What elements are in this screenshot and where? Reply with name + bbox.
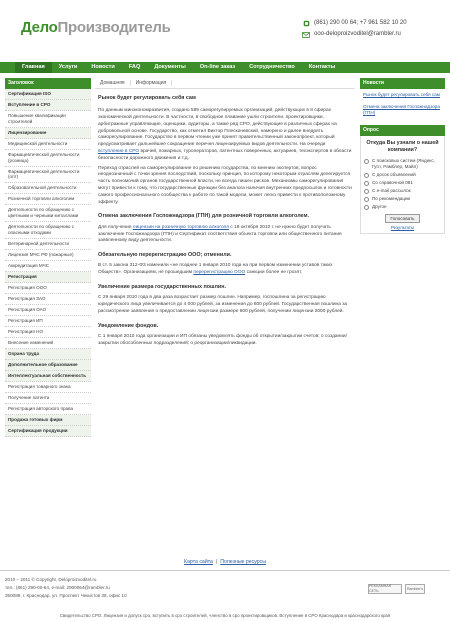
- radio-button[interactable]: [364, 205, 369, 210]
- poll-option-label: С досок объявлений: [372, 171, 416, 177]
- nav-item[interactable]: Документы: [154, 64, 186, 70]
- poll-option[interactable]: [364, 180, 441, 186]
- article-paragraph: С 1 января 2010 года организации и ИП обязаны уведомлять фонды об открытии/закрытии счетов; о создании/закрытии обособленных подразделений; о реорганизации/ликвидации.: [98, 334, 347, 346]
- sidebar-item[interactable]: Аккредитация МЧС: [5, 261, 91, 272]
- phone-number: (861) 290 00 64; +7 961 582 10 20: [314, 20, 407, 27]
- sidebar-heading: Заголовок: [5, 78, 91, 89]
- sitemap-link[interactable]: Карта сайта: [184, 559, 213, 565]
- sidebar-item[interactable]: Деятельности по обращению с опасными отходами: [5, 222, 91, 239]
- breadcrumb-home[interactable]: Домашняя: [95, 80, 131, 87]
- results-link[interactable]: Результаты: [390, 224, 415, 230]
- article: [95, 95, 355, 348]
- nav-item[interactable]: Услуги: [58, 64, 78, 70]
- poll-option-label: С поисковых систем (Яндекс, Гугл, Рамблер, Майл): [372, 157, 435, 169]
- sidebar-item[interactable]: Регистрация товарного знака: [5, 382, 91, 393]
- section-heading: Увеличение размера государственных пошлин.: [98, 284, 226, 291]
- sidebar-item[interactable]: Регистрация ЗАО: [5, 294, 91, 305]
- phone-row: [302, 18, 442, 29]
- alcohol-license-link[interactable]: лицензии на розничную торговлю алкоголя: [132, 224, 229, 230]
- poll: [360, 136, 445, 234]
- sidebar-item[interactable]: Лицензирование: [5, 128, 91, 139]
- section-heading: Уведомление фондов.: [98, 322, 159, 329]
- article-paragraph: Для получения лицензии на розничную торговлю алкоголя с 18 октября 2010 г. не нужно будет получать заключение Госпожнадзора (ГПН) и Сертификат соответствия объекта торговли или общественного питания заявленному виду деятельности.: [98, 224, 342, 244]
- copyright-text: 2010 – 2011 © Copyright, Deloproizvoditel.ru: [5, 577, 97, 582]
- footer-contacts: тел.: (861) 290-00-64, e-mail: 2900064@rambler.ru: [5, 584, 110, 590]
- sidebar-item[interactable]: Получение патента: [5, 393, 91, 404]
- news-heading: Новости: [360, 78, 445, 89]
- article-paragraph: С 29 января 2010 года в два раза возрастает размер пошлин. Например, госпошлина за регистрацию юридического лица увеличивается до 4 000 рублей, за изменения до 800 рублей. Государственная пошлина за рассмотрение заявления о предоставлении лицензии размере 600 рублей, получении лицензии 2000 рублей.: [98, 295, 348, 314]
- sidebar-item[interactable]: Повышение квалификации строителей: [5, 111, 91, 128]
- poll-option-label: По рекомендации: [372, 195, 411, 201]
- section-heading: Обязательную перерегистрацию ООО; отменили.: [98, 252, 232, 259]
- ad-network-badge[interactable]: РЕКЛАМНАЯ СЕТЬ: [368, 584, 402, 594]
- sidebar-item[interactable]: Медицинской деятельности: [5, 139, 91, 150]
- logo-text: ДелоПроизводитель: [21, 18, 171, 36]
- poll-option-label: Другое: [372, 203, 387, 209]
- sidebar-item[interactable]: Образовательной деятельности: [5, 183, 91, 194]
- article-title: Рынок будет регулировать себя сам: [98, 95, 196, 101]
- radio-button[interactable]: [364, 159, 369, 164]
- breadcrumb-info[interactable]: Информация: [131, 80, 173, 87]
- left-sidebar: [5, 78, 91, 437]
- poll-option-label: Со справочной 081: [372, 179, 413, 185]
- footer-address: 350089, г. Краснодар, ул. Проспект Чекистов 38, офис 10: [5, 592, 127, 598]
- ramblers-counter-badge[interactable]: Rambler's: [405, 584, 425, 594]
- sidebar-item[interactable]: Регистрация ООО: [5, 283, 91, 294]
- poll-option-label: С e-mail рассылок: [372, 187, 411, 193]
- radio-button[interactable]: [364, 189, 369, 194]
- vote-button[interactable]: Голосовать: [385, 214, 419, 223]
- poll-option[interactable]: [364, 172, 441, 178]
- sidebar-item[interactable]: Фармацевтической деятельности (розница): [5, 150, 91, 167]
- news-link[interactable]: Отмена заключения Госпожнадзора (ГПН): [363, 103, 440, 116]
- counter-badges: [368, 584, 425, 594]
- email-row: [302, 29, 442, 40]
- poll-option[interactable]: [364, 204, 441, 210]
- email-address[interactable]: ooo-deloproizvoditel@rambler.ru: [314, 31, 401, 38]
- nav-item[interactable]: Главная: [15, 62, 52, 73]
- sidebar-item[interactable]: Фармацевтической деятельности (опт): [5, 167, 91, 184]
- sidebar-item[interactable]: Лицензия МЧС РФ (пожарные): [5, 250, 91, 261]
- separator: |: [215, 559, 218, 565]
- poll-option[interactable]: [364, 196, 441, 202]
- breadcrumb: [95, 78, 355, 89]
- reregistration-link[interactable]: перерегистрацию ООО: [193, 270, 246, 276]
- sidebar-item[interactable]: Регистрация авторского права: [5, 404, 91, 415]
- radio-button[interactable]: [364, 197, 369, 202]
- sidebar-item[interactable]: Продажа готовых фирм: [5, 415, 91, 426]
- sidebar-item[interactable]: Регистрация НО: [5, 327, 91, 338]
- sidebar-item[interactable]: Интеллектуальная собственность: [5, 371, 91, 382]
- sidebar-item[interactable]: Регистрация ИП: [5, 316, 91, 327]
- resources-link[interactable]: Полезные ресурсы: [220, 559, 266, 565]
- footer-info: [5, 576, 127, 599]
- phone-icon: [302, 20, 310, 28]
- nav-item[interactable]: On-line заказ: [199, 64, 236, 70]
- sidebar-item[interactable]: Регистрация: [5, 272, 91, 283]
- right-sidebar: [360, 78, 445, 234]
- site-header: [0, 0, 450, 62]
- footer: [0, 570, 450, 621]
- section-heading: Отмена заключения Госпожнадзора (ГПН) для розничной торговли алкоголем.: [98, 213, 309, 220]
- sidebar-item[interactable]: Регистрация ОАО: [5, 305, 91, 316]
- poll-question: Откуда Вы узнали о нашей компании?: [366, 140, 439, 153]
- sidebar-item[interactable]: Внесение изменений: [5, 338, 91, 349]
- nav-item[interactable]: Сотрудничество: [249, 64, 295, 70]
- radio-button[interactable]: [364, 173, 369, 178]
- poll-option[interactable]: [364, 188, 441, 194]
- envelope-icon: [302, 31, 310, 39]
- footer-disclaimer: Свидетельство СРО. Лицензия и допуск сро, вступить в сро строителей, членство в сро проектировщиков. Вступление в СРО Краснодара и краснодарского края: [59, 613, 391, 618]
- sidebar-item[interactable]: Вступление в СРО: [5, 100, 91, 111]
- radio-button[interactable]: [364, 181, 369, 186]
- news-link[interactable]: Рынок будет регулировать себя сам: [363, 91, 440, 97]
- sidebar-item[interactable]: Охрана труда: [5, 349, 91, 360]
- nav-item[interactable]: FAQ: [128, 64, 141, 70]
- poll-options: [364, 158, 441, 210]
- article-paragraph: Переход отраслей на саморегулирование по решению государства, по мнению экспертов, вопрос неоднозначный с точки зрения последствий, поскольку принцип, по которому некоторым отраслям делегируется часть полномочий органов государственной власти, не всегда лишен рисков. Механизмы саморегулирования могут привести к тому, что государственные функции без аналога наличия внутренних предпосылок и готовности самого профессионального сообщества к работе по такой модели, может легко привести к противоположному эффекту.: [98, 165, 352, 205]
- sidebar-item[interactable]: Сертификация продукции: [5, 426, 91, 437]
- sro-link[interactable]: вступление в СРО: [98, 149, 140, 155]
- poll-heading: Опрос: [360, 125, 445, 136]
- logo[interactable]: [18, 10, 171, 46]
- sidebar-item[interactable]: Деятельности по обращению с цветными и черными металлами: [5, 205, 91, 222]
- article-paragraph: В ст. 5 закона 312-ФЗ изменили «не позднее 1 января 2010 года на при первом изменении уставов таких Обществ». Организациям, не прошедшим перерегистрацию ООО санкции более не грозят.: [98, 263, 333, 276]
- footer-nav: [0, 559, 450, 566]
- header-contacts: [302, 18, 442, 40]
- nav-item[interactable]: Контакты: [308, 64, 336, 70]
- sidebar-item[interactable]: Ветеринарной деятельности: [5, 239, 91, 250]
- article-paragraph: По данным минэкономразвития, создано 589 саморегулируемых организаций, действующих в 8 сферах экономической деятельности. В частности, в свободное плавание ушли строители, проектировщики, арбитражные управляющие, оценщики, аудиторы, а также ряд СРО, действующие в различных сферах на добровольной основе. Государство, как отметил Виктор Плескачевский, намерено и далее внедрять саморегулирование. Государство в первом чтении уже принят правительственный законопроект, который предусматривает дальнейшее сокращение перечня лицензируемых видов деятельности. На очереди вступление в СРО врачей, пожарных, туроператоров, патентных поверенных, актуариев, техэкспертов в области безопасности дорожного движения и т.д.: [98, 108, 352, 161]
- poll-option[interactable]: [364, 158, 441, 170]
- sidebar-item[interactable]: Сертификация ISO: [5, 89, 91, 100]
- sidebar-item[interactable]: Дополнительное образование: [5, 360, 91, 371]
- main-nav: [0, 62, 450, 73]
- sidebar-item[interactable]: Розничной торговли алкоголем: [5, 194, 91, 205]
- nav-item[interactable]: Новости: [91, 64, 115, 70]
- main-content: [95, 78, 355, 351]
